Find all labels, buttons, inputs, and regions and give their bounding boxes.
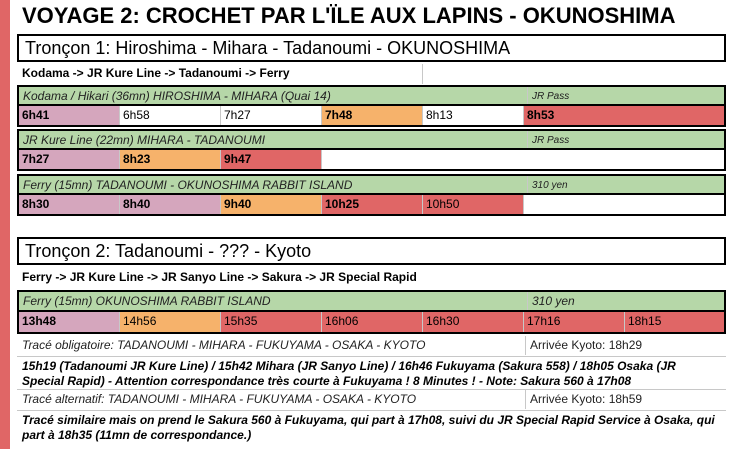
time-cell[interactable]: 6h41 (19, 106, 120, 125)
time-cell[interactable]: 6h58 (120, 106, 221, 125)
trace-obligatoire-arrival: Arrivée Kyoto: 18h29 (525, 336, 642, 355)
time-cell[interactable]: 18h15 (625, 312, 724, 332)
time-cell[interactable]: 8h23 (120, 150, 221, 169)
time-cell[interactable]: 16h30 (423, 312, 524, 332)
time-cell[interactable]: 7h27 (221, 106, 322, 125)
leg3-times-row (17, 195, 726, 216)
leg3-fare: 310 yen (527, 176, 568, 193)
leg2-times-row (17, 150, 726, 171)
leg4-times-row (17, 312, 726, 334)
time-cell[interactable]: 8h40 (120, 195, 221, 214)
leg3-header[interactable] (17, 174, 726, 195)
leg1-header-label: Kodama / Hikari (36mn) HIROSHIMA - MIHARA (Quai 14) (23, 89, 331, 103)
leg4-fare: 310 yen (527, 292, 575, 310)
section1-route[interactable]: Kodama -> JR Kure Line -> Tadanoumi -> Ferry (22, 66, 290, 80)
trace-obligatoire-note[interactable]: 15h19 (Tadanoumi JR Kure Line) / 15h42 Mihara (JR Sanyo Line) / 16h46 Fukuyama (Sakura 558) / 18h05 Osaka (JR Special Rapid) - Attention correspondance très courte à Fukuyama ! 8 Minutes ! - Note: Sakura 560 à 17h08 (22, 359, 676, 388)
section2-route[interactable]: Ferry -> JR Kure Line -> JR Sanyo Line -> Sakura -> JR Special Rapid (22, 270, 417, 284)
grid-divider (422, 64, 423, 84)
time-cell[interactable]: 15h35 (221, 312, 322, 332)
leg1-times-row (17, 106, 726, 127)
sheet-left-edge (0, 0, 10, 449)
leg1-fare: JR Pass (527, 87, 569, 104)
trace-obligatoire-label: Tracé obligatoire: TADANOUMI - MIHARA - FUKUYAMA - OSAKA - KYOTO (22, 338, 426, 352)
time-cell[interactable]: 17h16 (524, 312, 625, 332)
trace-alternatif-arrival: Arrivée Kyoto: 18h59 (525, 390, 642, 409)
leg2-header-label: JR Kure Line (22mn) MIHARA - TADANOUMI (23, 133, 266, 147)
time-cell[interactable]: 10h50 (423, 195, 524, 214)
page-title: VOYAGE 2: CROCHET PAR L'ÏLE AUX LAPINS - OKUNOSHIMA (22, 3, 676, 28)
trace-alternatif-label: Tracé alternatif: TADANOUMI - MIHARA - FUKUYAMA - OSAKA - KYOTO (22, 392, 417, 406)
trace-alternatif-note[interactable]: Tracé similaire mais on prend le Sakura 560 à Fukuyama, qui part à 17h08, suivi du JR Special Rapid Service à Osaka, qui part à 18h35 (11mn de correspondance.) (22, 413, 715, 442)
leg2-header[interactable] (17, 129, 726, 150)
time-cell[interactable]: 8h53 (524, 106, 724, 125)
leg3-header-label: Ferry (15mn) TADANOUMI - OKUNOSHIMA RABBIT ISLAND (23, 178, 353, 192)
time-cell[interactable]: 14h56 (120, 312, 221, 332)
trace-obligatoire-row[interactable] (17, 336, 726, 355)
time-cell[interactable]: 7h27 (19, 150, 120, 169)
trace-alternatif-row[interactable] (17, 390, 726, 409)
time-cell[interactable]: 16h06 (322, 312, 423, 332)
leg2-fare: JR Pass (527, 131, 569, 148)
time-cell[interactable]: 8h13 (423, 106, 524, 125)
time-cell[interactable]: 7h48 (322, 106, 423, 125)
section1-heading[interactable]: Tronçon 1: Hiroshima - Mihara - Tadanoumi - OKUNOSHIMA (17, 34, 726, 62)
leg4-header[interactable] (17, 290, 726, 312)
time-cell[interactable]: 8h30 (19, 195, 120, 214)
time-cell[interactable]: 13h48 (19, 312, 120, 332)
leg4-header-label: Ferry (15mn) OKUNOSHIMA RABBIT ISLAND (23, 294, 271, 308)
time-cell[interactable]: 9h47 (221, 150, 322, 169)
section2-heading[interactable]: Tronçon 2: Tadanoumi - ??? - Kyoto (17, 237, 726, 265)
time-cell[interactable]: 10h25 (322, 195, 423, 214)
time-cell[interactable]: 9h40 (221, 195, 322, 214)
leg1-header[interactable] (17, 85, 726, 106)
